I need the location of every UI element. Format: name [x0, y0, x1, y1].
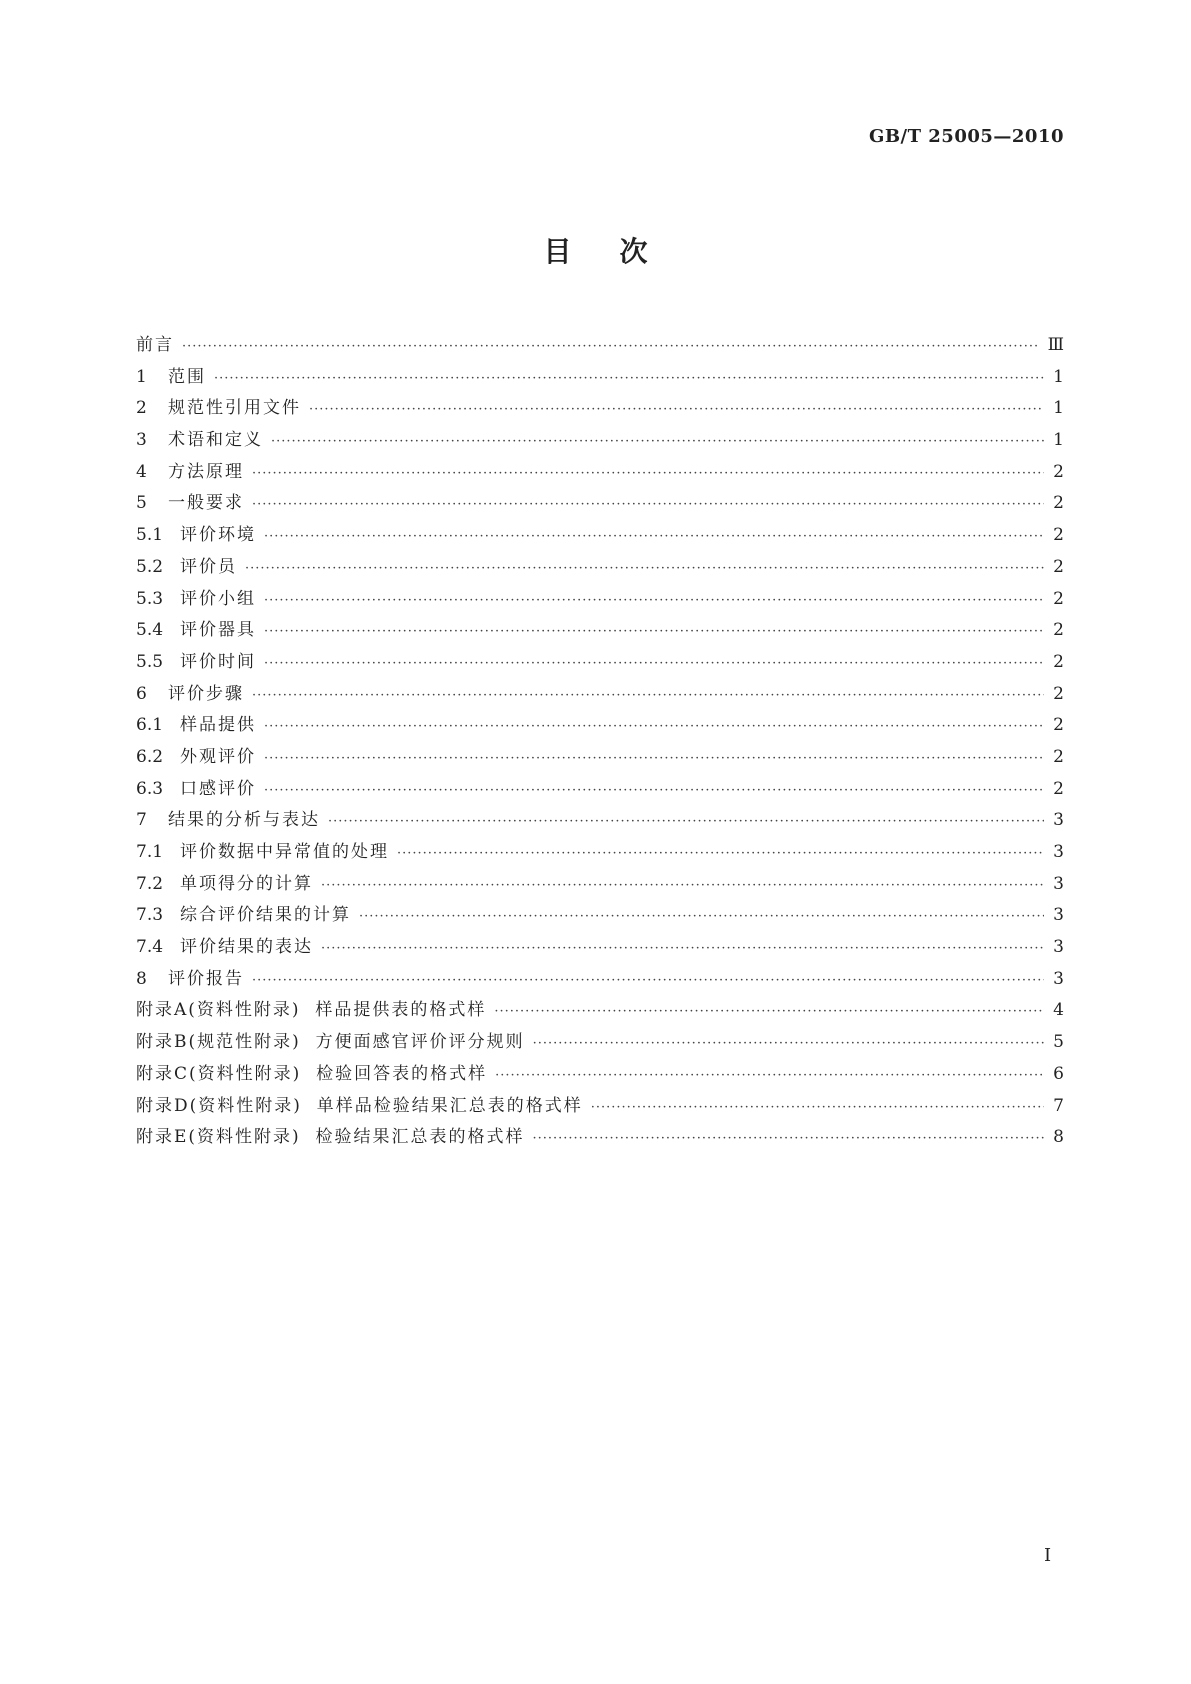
toc-entry-page: 3 [1053, 842, 1064, 862]
toc-entry-number: 6.2 [136, 746, 164, 767]
toc-entry-page: 2 [1053, 746, 1064, 767]
toc-entry-number: 7.1 [136, 842, 164, 862]
toc-entry-page: 8 [1053, 1127, 1064, 1148]
toc-entry[interactable] [136, 710, 1064, 742]
dot-leader [533, 1036, 1044, 1051]
toc-entry-page: 3 [1053, 937, 1064, 958]
toc-entry[interactable] [136, 393, 1064, 425]
toc-entry-page: 3 [1053, 810, 1064, 831]
toc-entry-label: 规范性引用文件 [168, 398, 301, 419]
toc-entry-page: 2 [1053, 588, 1064, 609]
toc-entry-number: 7 [136, 810, 147, 831]
toc-entry-label: 样品提供 [180, 715, 256, 736]
toc-entry-page: 2 [1053, 493, 1064, 514]
dot-leader [252, 688, 1044, 703]
toc-entry-page: 2 [1053, 525, 1064, 546]
toc-entry[interactable] [136, 1027, 1064, 1059]
dot-leader [264, 624, 1044, 639]
toc-entry-page: 1 [1053, 398, 1064, 419]
toc-entry-number: 5.3 [136, 588, 164, 609]
toc-entry[interactable] [136, 805, 1064, 837]
toc-entry-number: 7.2 [136, 873, 164, 894]
toc-entry-page: 6 [1053, 1063, 1064, 1084]
toc-entry-number: 7.3 [136, 905, 164, 926]
dot-leader [214, 371, 1044, 386]
toc-entry-number: 5.2 [136, 556, 164, 577]
toc-entry-page: 3 [1053, 905, 1064, 926]
toc-entry[interactable] [136, 615, 1064, 647]
toc-entry-page: 3 [1053, 968, 1064, 989]
toc-entry-label: 术语和定义 [168, 430, 263, 451]
dot-leader [359, 909, 1044, 924]
dot-leader [328, 814, 1044, 829]
dot-leader [264, 593, 1044, 608]
toc-entry[interactable] [136, 900, 1064, 932]
toc-entry-page: 1 [1053, 366, 1064, 387]
toc-entry-page: 5 [1053, 1032, 1064, 1053]
toc-entry-label: 评价员 [180, 556, 237, 577]
dot-leader [309, 402, 1044, 417]
toc-entry-label: 附录B(规范性附录) 方便面感官评价评分规则 [136, 1032, 525, 1053]
toc-entry-label: 方法原理 [168, 461, 244, 482]
toc-entry[interactable] [136, 932, 1064, 964]
toc-entry-number: 5.4 [136, 620, 164, 641]
toc-entry-number: 6.1 [136, 715, 164, 736]
dot-leader [264, 751, 1044, 766]
dot-leader [252, 973, 1044, 988]
toc-entry-page: 2 [1053, 683, 1064, 704]
toc-entry-page: 2 [1053, 556, 1064, 577]
toc-entry-label: 一般要求 [168, 493, 244, 514]
dot-leader [264, 783, 1044, 798]
toc-entry-page: 2 [1053, 461, 1064, 482]
toc-entry[interactable] [136, 1091, 1064, 1123]
toc-entry[interactable] [136, 488, 1064, 520]
dot-leader [264, 719, 1044, 734]
dot-leader [271, 434, 1044, 449]
page-number: I [1044, 1545, 1052, 1566]
toc-entry[interactable] [136, 457, 1064, 489]
toc-entry-page: 2 [1053, 620, 1064, 641]
toc-entry-page: 2 [1053, 651, 1064, 672]
toc-entry-number: 3 [136, 430, 147, 451]
toc-entry-number: 7.4 [136, 937, 164, 958]
toc-entry-number: 4 [136, 461, 147, 482]
toc-entry[interactable] [136, 837, 1064, 869]
toc-entry-page: 4 [1053, 1000, 1064, 1021]
toc-entry-label: 附录D(资料性附录) 单样品检验结果汇总表的格式样 [136, 1095, 583, 1116]
toc-entry-number: 5.1 [136, 525, 164, 546]
dot-leader [494, 1004, 1044, 1019]
toc-entry-label: 单项得分的计算 [180, 873, 313, 894]
dot-leader [264, 656, 1044, 671]
toc-entry-page: 3 [1053, 873, 1064, 894]
toc-entry-number: 5 [136, 493, 147, 514]
toc-entry-label: 附录A(资料性附录) 样品提供表的格式样 [136, 1000, 487, 1021]
page-title: 目次 [543, 235, 696, 268]
toc-entry[interactable] [136, 584, 1064, 616]
toc-entry-label: 口感评价 [180, 778, 256, 799]
dot-leader [252, 497, 1044, 512]
toc-entry-number: 6.3 [136, 778, 164, 799]
dot-leader [264, 529, 1044, 544]
toc-entry-label: 评价报告 [168, 968, 244, 989]
toc-entry-label: 范围 [168, 366, 206, 387]
toc-entry-label: 评价结果的表达 [180, 937, 313, 958]
toc-entry[interactable] [136, 362, 1064, 394]
toc-entry-label: 评价时间 [180, 651, 256, 672]
toc-entry-label: 外观评价 [180, 746, 256, 767]
toc-entry[interactable] [136, 869, 1064, 901]
toc-entry[interactable] [136, 964, 1064, 996]
toc-entry[interactable] [136, 330, 1064, 362]
toc-entry-label: 附录C(资料性附录) 检验回答表的格式样 [136, 1063, 488, 1084]
toc-entry-number: 8 [136, 968, 147, 989]
dot-leader [532, 1131, 1044, 1146]
toc-entry-label: 评价小组 [180, 588, 256, 609]
toc-entry[interactable] [136, 1059, 1064, 1091]
toc-entry[interactable] [136, 679, 1064, 711]
toc-entry[interactable] [136, 647, 1064, 679]
dot-leader [321, 878, 1044, 893]
toc-entry-label: 评价器具 [180, 620, 256, 641]
toc-entry-label: 结果的分析与表达 [168, 810, 320, 831]
toc-entry-page: 2 [1053, 778, 1064, 799]
standard-code: GB/T 25005—2010 [868, 126, 1064, 147]
toc-entry-label: 评价数据中异常值的处理 [180, 842, 389, 862]
toc-entry[interactable] [136, 425, 1064, 457]
dot-leader [321, 941, 1044, 956]
toc-entry[interactable] [136, 520, 1064, 552]
toc-entry[interactable] [136, 552, 1064, 584]
toc-entry-label: 评价环境 [180, 525, 256, 546]
toc-entry-page: 7 [1053, 1095, 1064, 1116]
dot-leader [252, 466, 1044, 481]
toc-entry[interactable] [136, 1122, 1064, 1154]
toc-entry[interactable] [136, 995, 1064, 1027]
toc-entry-number: 1 [136, 366, 147, 387]
toc-entry-page: 1 [1053, 430, 1064, 451]
toc-entry-number: 2 [136, 398, 147, 419]
toc-entry-page: Ⅲ [1047, 335, 1064, 355]
table-of-contents [136, 330, 1064, 1154]
toc-entry[interactable] [136, 742, 1064, 774]
toc-entry-label: 综合评价结果的计算 [180, 905, 351, 926]
toc-entry[interactable] [136, 774, 1064, 806]
toc-entry-page: 2 [1053, 715, 1064, 736]
dot-leader [397, 846, 1044, 861]
dot-leader [591, 1100, 1044, 1115]
dot-leader [245, 561, 1044, 576]
dot-leader [495, 1068, 1044, 1083]
toc-entry-label: 附录E(资料性附录) 检验结果汇总表的格式样 [136, 1127, 525, 1148]
dot-leader [182, 339, 1040, 354]
toc-entry-label: 前言 [136, 335, 174, 355]
toc-entry-label: 评价步骤 [168, 683, 244, 704]
toc-entry-number: 6 [136, 683, 147, 704]
toc-entry-number: 5.5 [136, 651, 164, 672]
